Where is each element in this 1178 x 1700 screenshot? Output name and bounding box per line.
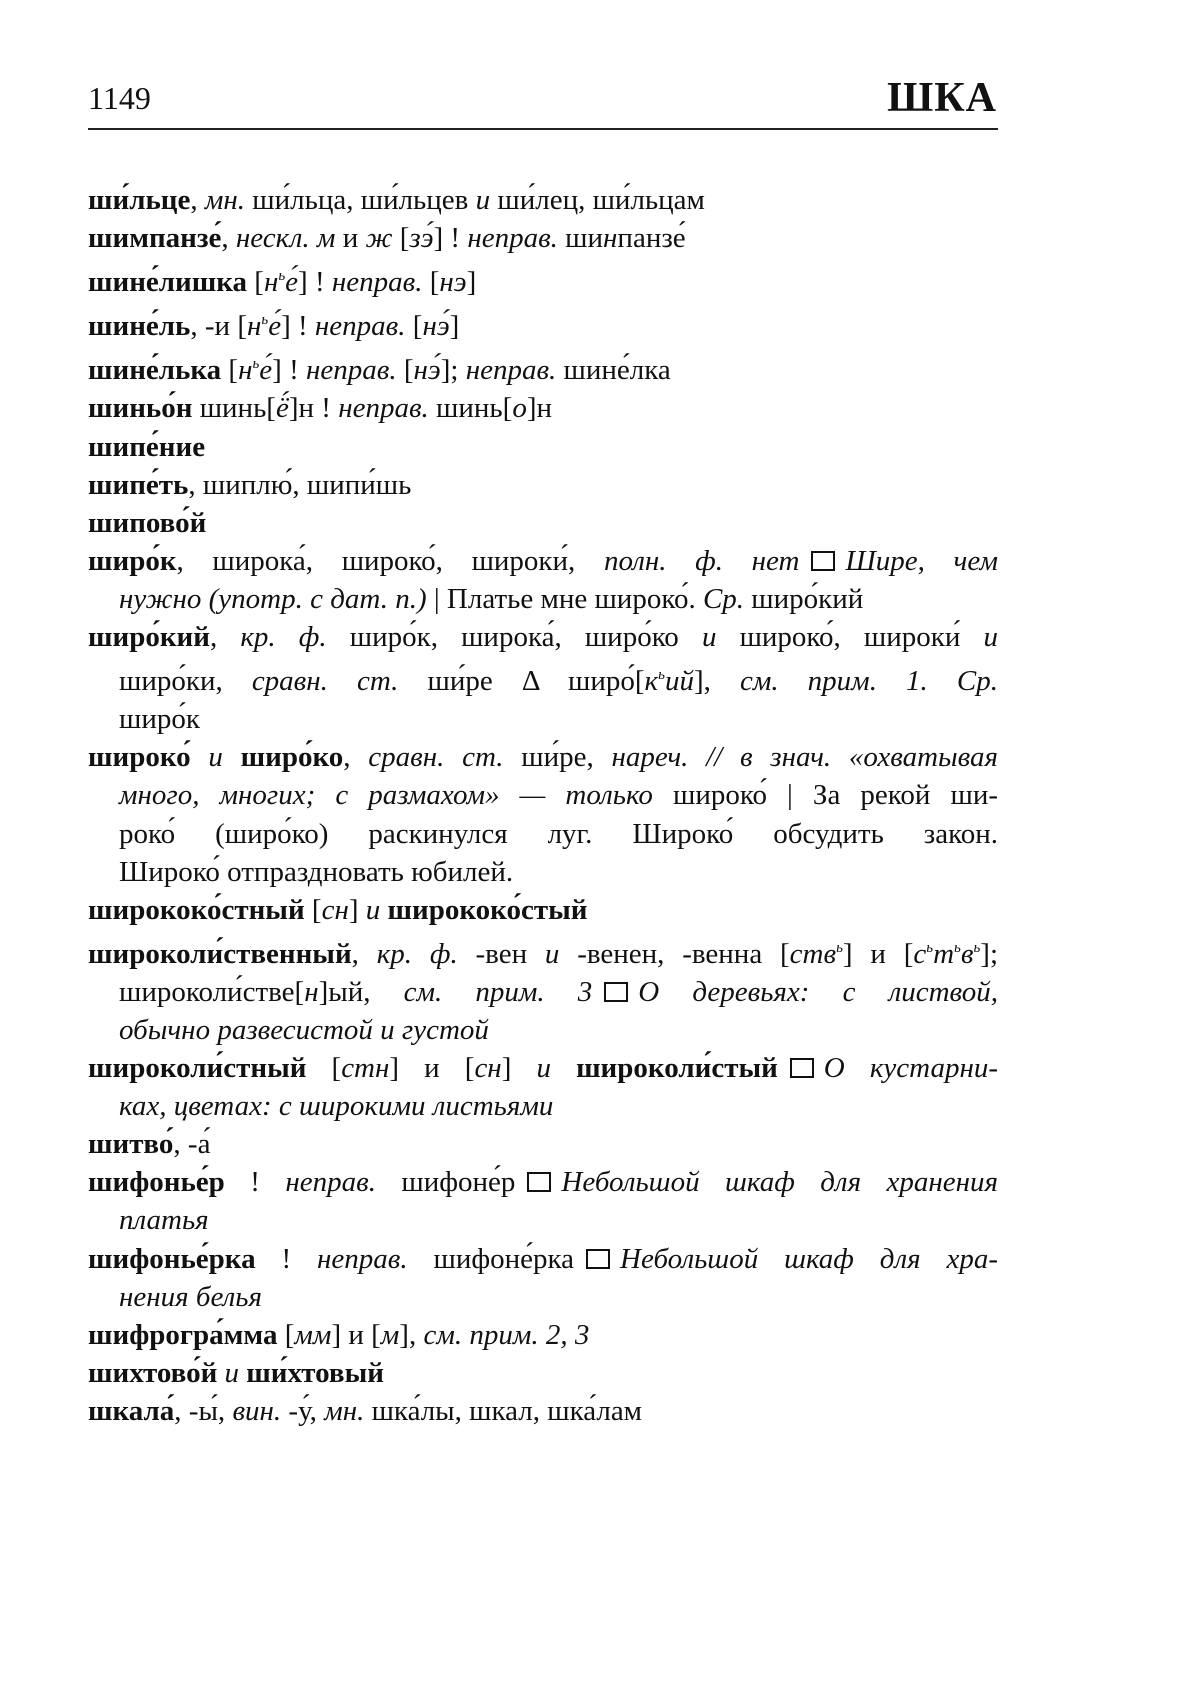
entry-line [88,656,998,700]
italic-note: много, многих; с размахом» — только [119,779,653,812]
headword: шкала́ [88,1394,175,1427]
italic-note: зэ́ [409,222,434,255]
italic-note: Небольшой шкаф для хра- [620,1242,998,1275]
headword: широколи́стный [88,1052,307,1085]
entry-line [88,776,998,814]
entry-line [88,815,998,853]
entry-line [88,973,998,1011]
entry-text: ! [255,1242,317,1275]
entry-text: широ́к [119,703,200,736]
running-head: ШКА [887,75,997,121]
entry-text: , шиплю́, шипи́шь [188,468,412,501]
italic-note: нэ́ [413,354,441,387]
italic-note: о [512,392,527,425]
italic-note: вин. [232,1394,282,1427]
headword: шифонье́р [88,1166,225,1199]
entry-text: широколи́стве[ [119,975,305,1008]
headword: шифонье́рка [88,1242,256,1275]
headword: шиньо́н [88,392,193,425]
italic-note: и [701,621,717,654]
entry-line [88,345,998,389]
italic-note: нареч. // в знач. «охватывая [611,741,999,774]
italic-note: неправ. [467,222,558,255]
italic-note: мн. [324,1394,365,1427]
italic-note: сн [474,1052,502,1085]
entry-text: [ [277,1318,295,1351]
italic-note: кр. ф. [376,937,458,970]
headword: шифрогра́мма [88,1318,278,1351]
entry-line [88,1201,998,1239]
soft-sign-superscript: ь [954,939,961,956]
italic-note: н [304,975,319,1008]
italic-note: и [544,937,560,970]
italic-note: к [644,665,659,698]
entry-text: ] ! [433,222,468,255]
italic-note: ках, цветах: с широкими листьями [119,1090,554,1123]
italic-note: и [475,184,491,216]
entry-text: шинь[ [428,392,513,425]
italic-note: сн [321,893,349,926]
italic-note: неправ. [317,1242,408,1275]
entry-text: ]; [980,937,998,970]
entry-text: ] ! [298,266,332,299]
entry-text: ] [449,310,460,343]
entry-text: и [335,222,366,255]
italic-note: и [983,621,999,654]
entry-line [88,700,998,738]
headword: шипово́й [88,506,207,539]
entry-text: , [221,222,236,255]
italic-note: е́ [285,266,299,299]
soft-sign-superscript: ь [836,939,843,956]
italic-note: Шире, чем [845,544,998,577]
soft-sign-superscript: ь [278,268,286,285]
entry-text: -вен [457,937,545,970]
entry-text: панзе́ [617,222,686,255]
entry-text: шифоне́р [375,1166,516,1199]
italic-note: с [913,937,927,970]
headword: шимпанзе́ [88,222,222,255]
entry-line [88,1316,998,1354]
entry-line [88,428,998,466]
dictionary-entry [88,1049,998,1125]
headword: шине́ль [88,310,191,343]
italic-note: стн [341,1052,390,1085]
italic-note: нескл. м [235,222,336,255]
entry-text: ши́ре Δ широ́[ [398,665,645,698]
italic-note: е́ [268,310,282,343]
entry-text: [ [422,266,440,299]
dictionary-entry [88,738,998,890]
italic-note: кр. ф. [240,621,327,654]
headword: шине́лишка [88,266,248,299]
italic-note: Ср. [702,582,745,615]
entry-text: ] и [ [842,937,914,970]
entry-line [88,891,998,929]
entry-text: ], [693,665,740,698]
entry-text: широ́кий [744,582,864,615]
entry-text: ]; [440,354,466,387]
entry-line [88,301,998,345]
entry-text: , -а́ [173,1128,211,1161]
entry-text: шине́лка [556,354,671,387]
entry-text: шка́лы, шкал, шка́лам [364,1394,643,1427]
italic-note: е́ [259,354,273,387]
headword: широ́к [88,544,177,577]
entry-text: | Платье мне широко́. [426,582,703,615]
italic-note: т [933,937,955,970]
italic-note: мн. [204,184,246,216]
entry-text: широ́ки, [119,665,252,698]
entry-line [88,504,998,542]
header-rule [88,128,998,130]
dictionary-entry [88,1125,998,1163]
entry-text: ], [399,1318,424,1351]
entry-text: , [209,621,241,654]
headword: ширококо́стый [387,893,588,926]
entry-text: Широко́ отпраздновать юбилей. [119,855,514,888]
entry-line [88,181,998,219]
headword: шихтово́й [88,1356,218,1389]
entry-line [88,929,998,973]
italic-note: О кустарни- [823,1052,998,1085]
entry-line [88,1278,998,1316]
italic-note: неправ. [314,310,406,343]
entry-line [88,219,998,257]
italic-note: неправ. [331,266,423,299]
headword: ши́хтовый [246,1356,384,1389]
italic-note: обычно развесистой и густой [119,1013,489,1046]
entry-line [88,257,998,301]
italic-note: и [224,1356,240,1389]
entry-text: ]н [526,392,552,425]
entry-line [88,1049,998,1087]
entry-text: ] [348,893,366,926]
italic-note: полн. ф. нет [603,544,800,577]
headword: широколи́ственный [88,937,352,970]
dictionary-entry [88,181,998,219]
entry-line [88,580,998,618]
dictionary-entry [88,891,998,929]
dictionary-entry [88,1163,998,1239]
entry-line [88,618,998,656]
italic-note: нения белья [119,1280,262,1313]
soft-sign-superscript: ь [973,939,981,956]
italic-note: см. прим. 1. Ср. [739,665,998,698]
entry-text: ] и [ [331,1318,381,1351]
entry-text: -у́, [281,1394,325,1427]
headword: широко́ [88,741,191,774]
italic-note: м [380,1318,400,1351]
entry-line [88,1011,998,1049]
dictionary-entry [88,219,998,257]
italic-note: неправ. [465,354,557,387]
entry-text: [ [405,310,423,343]
entry-text [223,741,241,773]
definition-box-icon [811,551,835,571]
italic-note: мм [294,1318,332,1351]
dictionary-entry [88,1392,998,1430]
italic-note: и [365,893,381,926]
entry-text: широко́, широки́ [716,621,984,654]
italic-note: неправ. [285,1166,376,1199]
soft-sign-superscript: ь [926,939,934,956]
italic-note: см. прим. 2, 3 [423,1318,590,1351]
entry-text: [ [221,354,239,387]
entry-line [88,1125,998,1163]
italic-note: ий [664,665,694,698]
entry-line [88,466,998,504]
definition-box-icon [586,1249,610,1269]
italic-note: ё́ [275,392,289,425]
entry-line [88,738,998,776]
headword: широ́кий [88,621,210,654]
entry-text: ]ый, [318,975,404,1008]
entry-line [88,542,998,580]
entry-text: , [343,741,369,774]
italic-note: сравн. ст. [368,741,504,774]
soft-sign-superscript: ь [261,312,269,329]
entry-text: ] [501,1052,537,1085]
entry-text: [ [306,1052,342,1085]
entry-text: , -ы́, [174,1394,233,1427]
dictionary-entry [88,345,998,389]
entry-text: [ [396,354,414,387]
entry-line [88,389,998,427]
dictionary-entry [88,1240,998,1316]
entry-text: шинь[ [192,392,276,425]
definition-box-icon [604,982,628,1002]
entry-line [88,1163,998,1201]
italic-note: О деревьях: с листвой, [638,975,998,1008]
entry-text: [ [392,222,410,255]
entry-text: широко́ | За рекой ши- [652,779,998,812]
italic-note: см. прим. 3 [403,975,593,1008]
dictionary-entry [88,466,998,504]
entry-text: , [190,184,205,216]
definition-box-icon [527,1172,551,1192]
dictionary-entry [88,618,998,738]
soft-sign-superscript: ь [658,667,665,684]
headword: шипе́ние [88,430,206,463]
entry-text: [ [247,266,264,299]
dictionary-entry [88,389,998,427]
italic-note: н [603,222,618,255]
dictionary-entry [88,1354,998,1392]
dictionary-entry [88,542,998,618]
page-number: 1149 [88,80,151,116]
italic-note: Небольшой шкаф для хранения [561,1166,998,1199]
dictionary-entry [88,257,998,301]
entry-text [380,894,387,926]
italic-note: ж [365,222,393,255]
italic-note: платья [119,1204,209,1237]
italic-note: сравн. ст. [251,665,399,698]
entry-line [88,1392,998,1430]
entry-text: шифоне́рка [407,1242,575,1275]
dictionary-entry [88,504,998,542]
entry-text: ] ! [272,354,306,387]
entry-text: ши́льца, ши́льцев [245,184,476,216]
dictionary-entries [88,181,998,1430]
entry-text [217,1357,224,1389]
italic-note: нэ [439,266,467,299]
italic-note: ств [789,937,837,970]
entry-text: широ́к, широка́, широ́ко [326,621,702,654]
italic-note: неправ. [306,354,397,387]
definition-box-icon [790,1058,814,1078]
headword: ширококо́стный [88,893,305,926]
dictionary-entry [88,1316,998,1354]
soft-sign-superscript: ь [252,356,260,373]
entry-line [88,1087,998,1125]
headword: шитво́ [88,1128,174,1161]
italic-note: и [536,1052,551,1085]
entry-text: ] ! [281,310,315,343]
entry-text: -венен, -венна [ [559,937,790,970]
headword: широ́ко [240,741,344,774]
entry-text: , широка́, широко́, широки́, [176,544,604,577]
entry-text: , -и [ [190,310,247,343]
entry-text: ] и [ [389,1052,475,1085]
dictionary-entry [88,428,998,466]
italic-note: нэ́ [422,310,450,343]
italic-note: и [208,741,223,774]
headword: шипе́ть [88,468,189,501]
italic-note: нужно (употр. с дат. п.) [119,582,427,615]
entry-text: ! [224,1166,286,1199]
entry-text [191,741,209,773]
entry-line [88,853,998,891]
italic-note: н [246,310,262,343]
italic-note: в [960,937,974,970]
entry-text: ]н ! [288,392,339,425]
entry-line [88,1240,998,1278]
dictionary-entry [88,301,998,345]
headword: шине́лька [88,354,222,387]
entry-text: ] [466,266,477,299]
italic-note: неправ. [338,392,429,425]
headword: широколи́стый [576,1052,778,1085]
entry-text: [ [304,893,322,926]
entry-line [88,1354,998,1392]
entry-text: ши́лец, ши́льцам [490,184,705,216]
dictionary-entry [88,929,998,1049]
entry-text: ши [557,222,604,255]
entry-text: , [351,937,377,970]
entry-text: роко́ (широ́ко) раскинулся луг. Широко́ обсудить закон. [119,817,998,850]
entry-text [551,1052,576,1084]
italic-note: н [263,266,279,299]
italic-note: н [238,354,253,387]
headword: ши́льце [88,184,191,216]
entry-text: ши́ре, [503,741,612,774]
